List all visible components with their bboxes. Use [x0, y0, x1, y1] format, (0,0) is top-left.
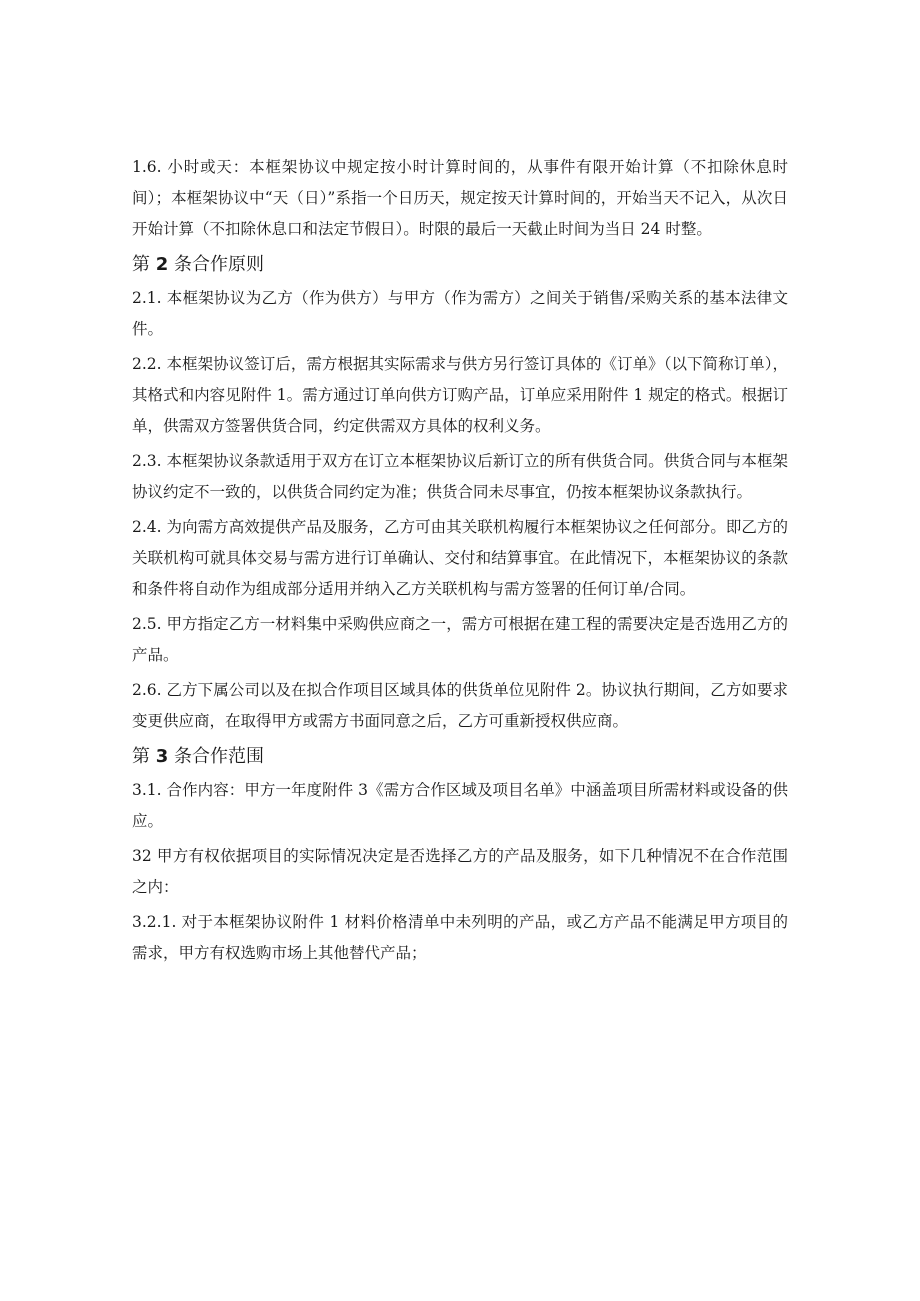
heading-title: 条合作范围: [168, 746, 264, 767]
clause-2-6: 2.6. 乙方下属公司以及在拟合作项目区域具体的供货单位见附件 2。协议执行期间，乙方如要求变更供应商，在取得甲方或需方书面同意之后，乙方可重新授权供应商。: [132, 681, 788, 730]
article-2-heading: [132, 249, 788, 281]
document-page: [132, 152, 788, 973]
clause-2-3: 2.3. 本框架协议条款适用于双方在订立本框架协议后新订立的所有供货合同。供货合同与本框架协议约定不一致的，以供货合同约定为准；供货合同未尽事宜，仍按本框架协议条款执行。: [132, 452, 788, 501]
clause-2-4: 2.4. 为向需方高效提供产品及服务，乙方可由其关联机构履行本框架协议之任何部分。即乙方的关联机构可就具体交易与需方进行订单确认、交付和结算事宜。在此情况下，本框架协议的条款和条件将自动作为组成部分适用并纳入乙方关联机构与需方签署的任何订单/合同。: [132, 518, 788, 598]
heading-number: 3: [155, 746, 169, 767]
article-3-heading: [132, 741, 788, 773]
clause-2-2: 2.2. 本框架协议签订后，需方根据其实际需求与供方另行签订具体的《订单》（以下简称订单），其格式和内容见附件 1。需方通过订单向供方订购产品，订单应采用附件 1 规定的格式。根据订单，供需双方签署供货合同，约定供需双方具体的权利义务。: [132, 355, 788, 435]
clause-2-1: 2.1. 本框架协议为乙方（作为供方）与甲方（作为需方）之间关于销售/采购关系的基本法律文件。: [132, 289, 788, 338]
heading-prefix: 第: [132, 254, 156, 275]
heading-number: 2: [155, 254, 169, 275]
clause-2-5: 2.5. 甲方指定乙方一材料集中采购供应商之一，需方可根据在建工程的需要决定是否选用乙方的产品。: [132, 615, 788, 664]
heading-prefix: 第: [132, 746, 156, 767]
clause-3-2: 32 甲方有权依据项目的实际情况决定是否选择乙方的产品及服务，如下几种情况不在合作范围之内：: [132, 847, 788, 896]
clause-3-2-1: 3.2.1. 对于本框架协议附件 1 材料价格清单中未列明的产品，或乙方产品不能满足甲方项目的需求，甲方有权选购市场上其他替代产品；: [132, 913, 788, 962]
clause-3-1: 3.1. 合作内容：甲方一年度附件 3《需方合作区域及项目名单》中涵盖项目所需材料或设备的供应。: [132, 781, 788, 830]
clause-1-6: 1.6. 小时或天：本框架协议中规定按小时计算时间的，从事件有限开始计算（不扣除休息时间）；本框架协议中“天（日）”系指一个日历天，规定按天计算时间的，开始当天不记入，从次日开始计算（不扣除休息口和法定节假日）。时限的最后一天截止时间为当日 24 时整。: [132, 158, 788, 238]
heading-title: 条合作原则: [168, 254, 264, 275]
